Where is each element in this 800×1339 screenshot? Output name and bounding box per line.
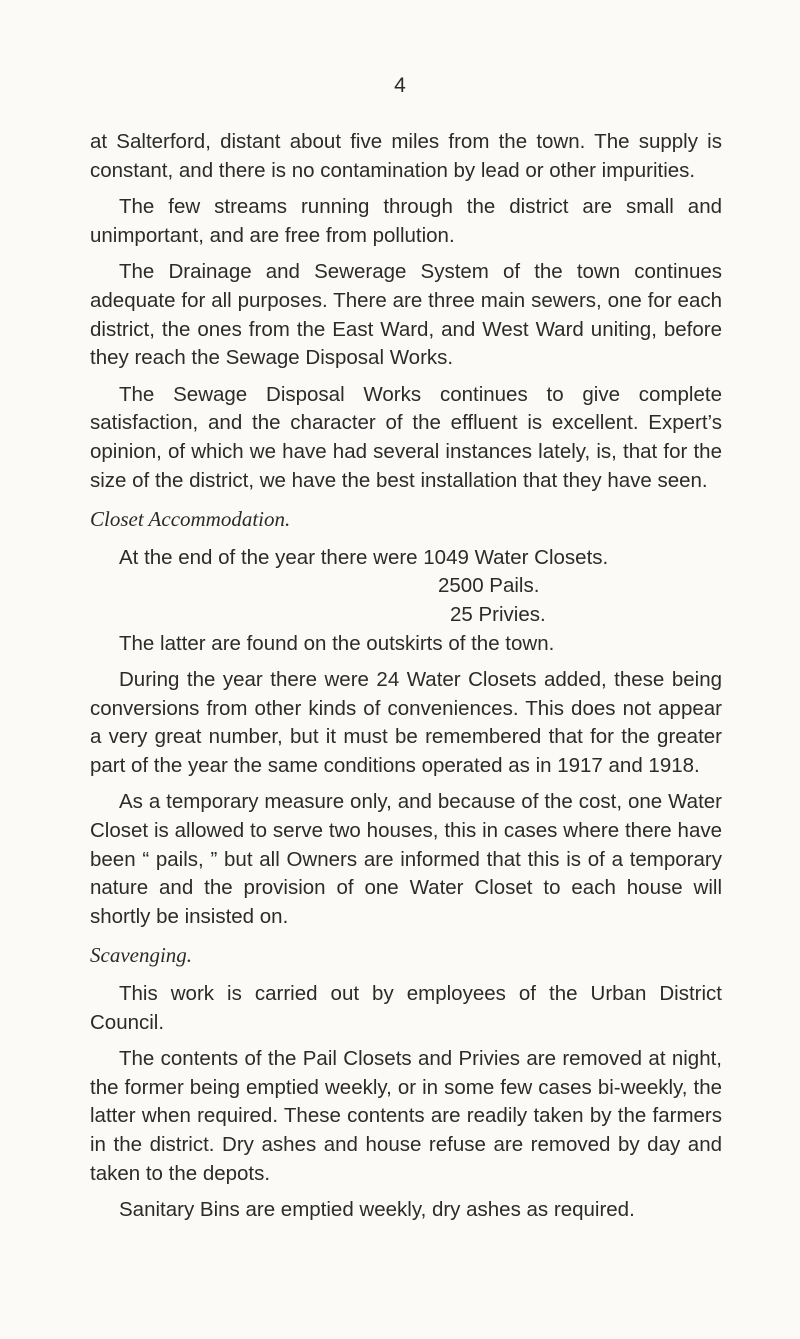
paragraph-drainage: The Drainage and Sewerage System of the town continues adequate for all purposes. There are three main sewers, one for each district, the ones from the East Ward, and West Ward uniting, before they reach the Sewage Disposal Works.: [90, 260, 722, 370]
paragraph-water-supply: at Salterford, distant about five miles from the town. The supply is constant, and there is no contamination by lead or other impurities.: [90, 130, 722, 182]
tally-water-closets: At the end of the year there were 1049 Water Closets.: [119, 545, 609, 569]
paragraph-scavenging-employees: This work is carried out by employees of the Urban District Council.: [90, 982, 722, 1034]
tally-pails: 2500 Pails.: [438, 574, 540, 598]
paragraph-sewage-disposal: The Sewage Disposal Works continues to give complete satisfaction, and the character of the effluent is excellent. Expert’s opinion, of which we have had several instances lately, is, that for the size of the district, we have the best installation that they have seen.: [90, 382, 722, 492]
paragraph-pail-contents: The contents of the Pail Closets and Privies are removed at night, the former being emptied weekly, or in some few cases bi-weekly, the latter when required. These contents are readily taken by the farmers in the district. Dry ashes and house refuse are removed by day and taken to the depots.: [90, 1047, 722, 1185]
paragraph-sanitary-bins: Sanitary Bins are emptied weekly, dry ashes as required.: [119, 1198, 635, 1222]
paragraph-conversions: During the year there were 24 Water Closets added, these being conversions from other kinds of conveniences. This does not appear a very great number, but it must be remembered that for the greater part of the year the same conditions operated as in 1917 and 1918.: [90, 668, 722, 777]
page-number: 4: [394, 74, 406, 97]
document-body: [90, 128, 722, 1233]
heading-closet-accommodation: Closet Accommodation.: [90, 507, 291, 532]
paragraph-temporary-measure: As a temporary measure only, and because of the cost, one Water Closet is allowed to serve two houses, this in cases where there have been “ pails, ” but all Owners are informed that this is of a temporary nature and the provision of one Water Closet to each house will shortly be insisted on.: [90, 790, 722, 928]
heading-scavenging: Scavenging.: [90, 943, 193, 968]
paragraph-outskirts: The latter are found on the outskirts of the town.: [119, 631, 555, 655]
paragraph-streams: The few streams running through the district are small and unimportant, and are free from pollution.: [90, 195, 722, 247]
closet-tally: [90, 544, 722, 630]
tally-privies: 25 Privies.: [450, 602, 546, 626]
